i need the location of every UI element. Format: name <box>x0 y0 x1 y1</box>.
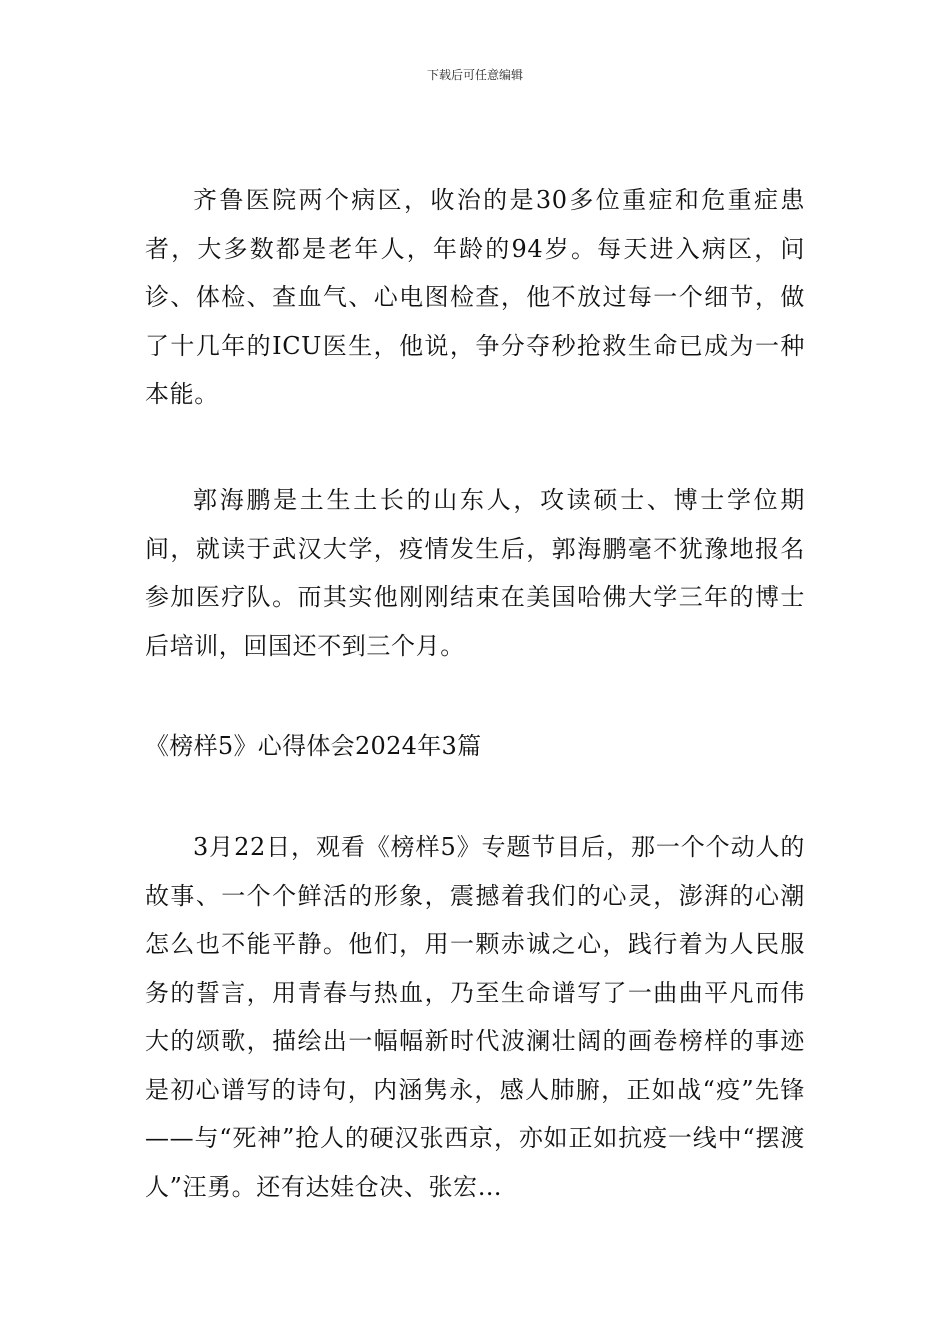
paragraph-guo-haipeng: 郭海鹏是土生土长的山东人，攻读硕士、博士学位期间，就读于武汉大学，疫情发生后，郭海鹏毫不犹豫地报名参加医疗队。而其实他刚刚结束在美国哈佛大学三年的博士后培训，回国还不到三个月。 <box>145 486 805 660</box>
paragraph-icu-doctor: 齐鲁医院两个病区，收治的是30多位重症和危重症患者，大多数都是老年人，年龄的94岁。每天进入病区，问诊、体检、查血气、心电图检查，他不放过每一个细节，做了十几年的ICU医生，他说，争分夺秒抢救生命已成为一种本能。 <box>145 186 805 408</box>
header-note: 下载后可任意编辑 <box>426 68 523 82</box>
paragraph-role-models: 3月22日，观看《榜样5》专题节目后，那一个个动人的故事、一个个鲜活的形象，震撼着我们的心灵，澎湃的心潮怎么也不能平静。他们，用一颗赤诚之心，践行着为人民服务的誓言，用青春与热血，乃至生命谱写了一曲曲平凡而伟大的颂歌，描绘出一幅幅新时代波澜壮阔的画卷榜样的事迹是初心谱写的诗句，内涵隽永，感人肺腑，正如战“疫”先锋——与“死神”抢人的硬汉张西京，亦如正如抗疫一线中“摆渡人”汪勇。还有达娃仓决、张宏… <box>145 833 805 1201</box>
section-title: 《榜样5》心得体会2024年3篇 <box>145 732 482 760</box>
